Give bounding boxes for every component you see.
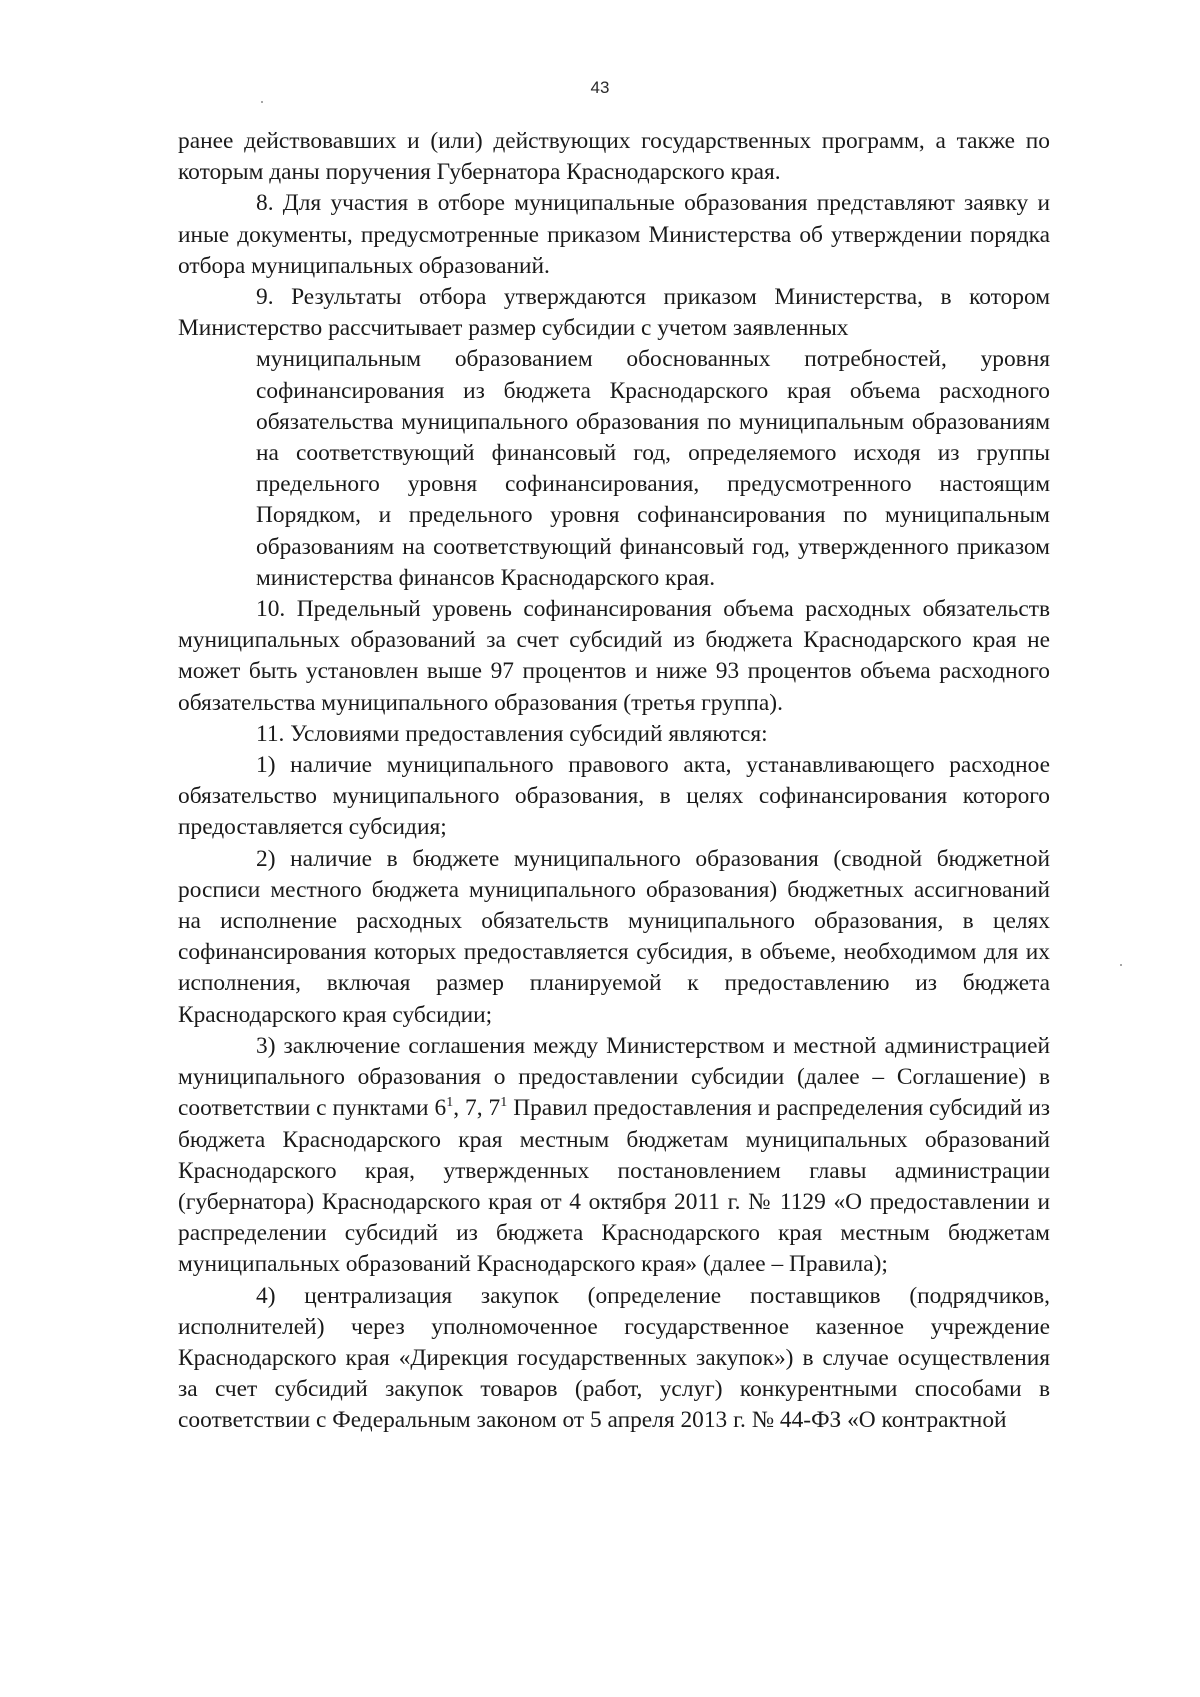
paragraph-condition-2: 2) наличие в бюджете муниципального образования (сводной бюджетной росписи местного бюджета муниципального образования) бюджетных ассигнований на исполнение расходных обязательств муниципального образования, в целях софинансирования которых предоставляется субсидия, в объеме, необходимом для их исполнения, включая размер планируемой к предоставлению из бюджета Краснодарского края субсидии; [178, 845, 1050, 1028]
document-body [178, 126, 1050, 1437]
paragraph-item-11: 11. Условиями предоставления субсидий являются: [256, 720, 768, 747]
paragraph-condition-3 [178, 1031, 1050, 1281]
paragraph-condition-1: 1) наличие муниципального правового акта, устанавливающего расходное обязательство муниципального образования, в целях софинансирования которого предоставляется субсидия; [178, 752, 1050, 841]
superscript-1: 1 [446, 1095, 454, 1111]
superscript-1: 1 [500, 1095, 508, 1111]
paragraph-continuation: ранее действовавших и (или) действующих государственных программ, а также по которым даны поручения Губернатора Краснодарского края. [178, 128, 1050, 186]
scan-speck [261, 101, 263, 103]
paragraph-item-10: 10. Предельный уровень софинансирования объема расходных обязательств муниципальных образований за счет субсидий из бюджета Краснодарского края не может быть установлен выше 97 процентов и ниже 93 процентов объема расходного обязательства муниципального образования (третья группа). [178, 596, 1050, 716]
scan-speck [1120, 964, 1122, 966]
paragraph-condition-4: 4) централизация закупок (определение поставщиков (подрядчиков, исполнителей) через уполномоченное государственное казенное учреждение Краснодарского края «Дирекция государственных закупок») в случае осуществления за счет субсидий закупок товаров (работ, услуг) конкурентными способами в соответствии с Федеральным законом от 5 апреля 2013 г. № 44-ФЗ «О контрактной [178, 1282, 1050, 1434]
paragraph-item-9-continued: муниципальным образованием обоснованных потребностей, уровня софинансирования из бюджета Краснодарского края объема расходного обязательства муниципального образования по муниципальным образованиям на соответствующий финансовый год, определяемого исходя из группы предельного уровня софинансирования, предусмотренного настоящим Порядком, и предельного уровня софинансирования по муниципальным образованиям на соответствующий финансовый год, утвержденного приказом министерства финансов Краснодарского края. [256, 346, 1050, 591]
paragraph-item-9-start: 9. Результаты отбора утверждаются приказом Министерства, в котором Министерство рассчитывает размер субсидии с учетом заявленных [178, 284, 1050, 342]
condition-3-text-start: 3) заключение соглашения между Министерством и местной администрацией муниципального образования о предоставлении субсидии (далее – Соглашение) в соответствии с пунктами 6 [178, 1032, 1050, 1122]
paragraph-item-8: 8. Для участия в отборе муниципальные образования представляют заявку и иные документы, предусмотренные приказом Министерства об утверждении порядка отбора муниципальных образований. [178, 190, 1050, 279]
page-number: 43 [590, 78, 610, 97]
condition-3-text-end: Правил предоставления и распределения субсидий из бюджета Краснодарского края местным бюджетам муниципальных образований Краснодарского края, утвержденных постановлением главы администрации (губернатора) Краснодарского края от 4 октября 2011 г. № 1129 «О предоставлении и распределении субсидий из бюджета Краснодарского края местным бюджетам муниципальных образований Краснодарского края» (далее – Правила); [178, 1095, 1050, 1278]
condition-3-text-mid: , 7, 7 [453, 1095, 501, 1122]
